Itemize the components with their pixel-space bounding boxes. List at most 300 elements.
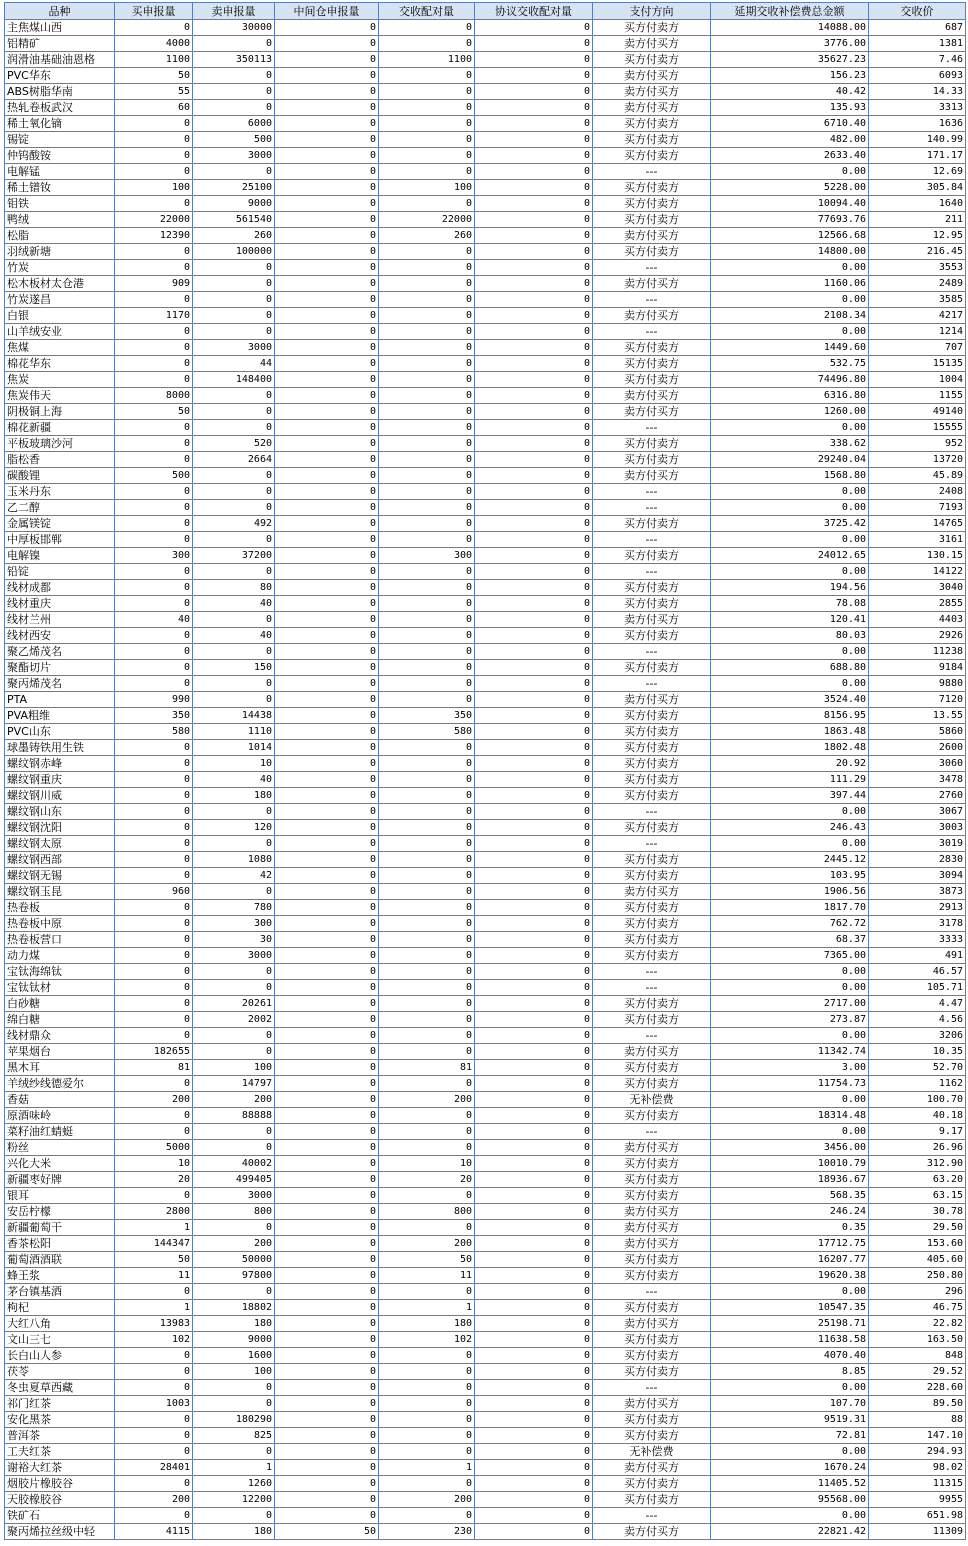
cell-matched-qty: 0 <box>379 580 475 596</box>
cell-compensation: 111.29 <box>711 772 869 788</box>
cell-variety: 祁门红茶 <box>5 1396 115 1412</box>
cell-sell-qty: 180 <box>193 1316 275 1332</box>
cell-matched-qty: 0 <box>379 1284 475 1300</box>
cell-price: 3060 <box>869 756 966 772</box>
cell-middle-qty: 0 <box>275 1204 379 1220</box>
cell-middle-qty: 0 <box>275 260 379 276</box>
cell-price: 312.90 <box>869 1156 966 1172</box>
cell-price: 29.50 <box>869 1220 966 1236</box>
cell-pay-direction: 卖方付买方 <box>593 1460 711 1476</box>
table-row <box>5 1028 966 1044</box>
cell-matched-qty: 0 <box>379 324 475 340</box>
cell-agreement-qty: 0 <box>475 452 593 468</box>
table-row <box>5 788 966 804</box>
cell-sell-qty: 0 <box>193 164 275 180</box>
cell-variety: 螺纹钢无锡 <box>5 868 115 884</box>
cell-agreement-qty: 0 <box>475 340 593 356</box>
cell-pay-direction: 卖方付买方 <box>593 68 711 84</box>
cell-middle-qty: 0 <box>275 324 379 340</box>
cell-compensation: 10010.79 <box>711 1156 869 1172</box>
cell-buy-qty: 20 <box>115 1172 193 1188</box>
cell-middle-qty: 0 <box>275 452 379 468</box>
cell-compensation: 0.00 <box>711 1380 869 1396</box>
cell-price: 26.96 <box>869 1140 966 1156</box>
cell-sell-qty: 12200 <box>193 1492 275 1508</box>
cell-price: 9955 <box>869 1492 966 1508</box>
table-row <box>5 932 966 948</box>
cell-variety: 聚乙烯茂名 <box>5 644 115 660</box>
cell-agreement-qty: 0 <box>475 164 593 180</box>
cell-pay-direction: 无补偿费 <box>593 1092 711 1108</box>
cell-sell-qty: 42 <box>193 868 275 884</box>
cell-variety: 铁矿石 <box>5 1508 115 1524</box>
cell-sell-qty: 3000 <box>193 340 275 356</box>
cell-pay-direction: 买方付卖方 <box>593 1332 711 1348</box>
cell-agreement-qty: 0 <box>475 868 593 884</box>
cell-matched-qty: 0 <box>379 436 475 452</box>
cell-pay-direction: --- <box>593 564 711 580</box>
cell-agreement-qty: 0 <box>475 1524 593 1540</box>
cell-buy-qty: 100 <box>115 180 193 196</box>
cell-compensation: 77693.76 <box>711 212 869 228</box>
cell-sell-qty: 40 <box>193 628 275 644</box>
table-row <box>5 1380 966 1396</box>
cell-pay-direction: 卖方付买方 <box>593 84 711 100</box>
table-row <box>5 1492 966 1508</box>
cell-matched-qty: 0 <box>379 660 475 676</box>
cell-buy-qty: 0 <box>115 292 193 308</box>
cell-variety: 金属镁锭 <box>5 516 115 532</box>
cell-middle-qty: 0 <box>275 84 379 100</box>
cell-matched-qty: 0 <box>379 452 475 468</box>
cell-matched-qty: 0 <box>379 1076 475 1092</box>
cell-buy-qty: 0 <box>115 516 193 532</box>
cell-buy-qty: 2800 <box>115 1204 193 1220</box>
cell-compensation: 2108.34 <box>711 308 869 324</box>
cell-variety: 稀土镨钕 <box>5 180 115 196</box>
cell-agreement-qty: 0 <box>475 244 593 260</box>
table-row <box>5 1140 966 1156</box>
cell-matched-qty: 200 <box>379 1492 475 1508</box>
cell-agreement-qty: 0 <box>475 1124 593 1140</box>
cell-compensation: 19620.38 <box>711 1268 869 1284</box>
cell-buy-qty: 0 <box>115 772 193 788</box>
cell-middle-qty: 0 <box>275 132 379 148</box>
cell-variety: 大红八角 <box>5 1316 115 1332</box>
table-row <box>5 20 966 36</box>
cell-pay-direction: 买方付卖方 <box>593 900 711 916</box>
cell-price: 46.75 <box>869 1300 966 1316</box>
cell-matched-qty: 81 <box>379 1060 475 1076</box>
cell-compensation: 3456.00 <box>711 1140 869 1156</box>
cell-buy-qty: 0 <box>115 1444 193 1460</box>
cell-sell-qty: 500 <box>193 132 275 148</box>
cell-price: 45.89 <box>869 468 966 484</box>
cell-middle-qty: 0 <box>275 724 379 740</box>
cell-matched-qty: 0 <box>379 756 475 772</box>
cell-pay-direction: --- <box>593 324 711 340</box>
cell-price: 2489 <box>869 276 966 292</box>
cell-sell-qty: 3000 <box>193 1188 275 1204</box>
cell-agreement-qty: 0 <box>475 52 593 68</box>
cell-buy-qty: 0 <box>115 996 193 1012</box>
cell-price: 7120 <box>869 692 966 708</box>
cell-matched-qty: 0 <box>379 916 475 932</box>
cell-sell-qty: 0 <box>193 308 275 324</box>
cell-pay-direction: --- <box>593 980 711 996</box>
cell-matched-qty: 0 <box>379 1428 475 1444</box>
cell-compensation: 397.44 <box>711 788 869 804</box>
cell-middle-qty: 0 <box>275 292 379 308</box>
cell-matched-qty: 0 <box>379 260 475 276</box>
cell-matched-qty: 350 <box>379 708 475 724</box>
cell-compensation: 0.00 <box>711 1092 869 1108</box>
cell-middle-qty: 0 <box>275 836 379 852</box>
cell-compensation: 2633.40 <box>711 148 869 164</box>
cell-matched-qty: 0 <box>379 788 475 804</box>
cell-pay-direction: 买方付卖方 <box>593 516 711 532</box>
cell-pay-direction: 卖方付买方 <box>593 1220 711 1236</box>
cell-sell-qty: 0 <box>193 500 275 516</box>
cell-compensation: 10094.40 <box>711 196 869 212</box>
cell-pay-direction: 卖方付买方 <box>593 884 711 900</box>
cell-price: 1381 <box>869 36 966 52</box>
cell-variety: 银耳 <box>5 1188 115 1204</box>
cell-middle-qty: 0 <box>275 772 379 788</box>
cell-variety: 玉米丹东 <box>5 484 115 500</box>
cell-pay-direction: 买方付卖方 <box>593 932 711 948</box>
cell-sell-qty: 800 <box>193 1204 275 1220</box>
cell-middle-qty: 0 <box>275 1492 379 1508</box>
cell-buy-qty: 0 <box>115 484 193 500</box>
cell-middle-qty: 0 <box>275 500 379 516</box>
cell-matched-qty: 260 <box>379 228 475 244</box>
cell-agreement-qty: 0 <box>475 1108 593 1124</box>
cell-compensation: 2717.00 <box>711 996 869 1012</box>
cell-agreement-qty: 0 <box>475 132 593 148</box>
cell-middle-qty: 0 <box>275 1220 379 1236</box>
cell-agreement-qty: 0 <box>475 292 593 308</box>
cell-price: 3313 <box>869 100 966 116</box>
table-row <box>5 100 966 116</box>
cell-buy-qty: 200 <box>115 1092 193 1108</box>
cell-middle-qty: 0 <box>275 708 379 724</box>
cell-sell-qty: 10 <box>193 756 275 772</box>
cell-compensation: 40.42 <box>711 84 869 100</box>
cell-middle-qty: 0 <box>275 436 379 452</box>
cell-pay-direction: 卖方付买方 <box>593 100 711 116</box>
cell-compensation: 135.93 <box>711 100 869 116</box>
cell-compensation: 1817.70 <box>711 900 869 916</box>
header-sell-qty: 卖申报量 <box>193 3 275 20</box>
cell-sell-qty: 44 <box>193 356 275 372</box>
cell-middle-qty: 0 <box>275 516 379 532</box>
cell-sell-qty: 1014 <box>193 740 275 756</box>
cell-matched-qty: 0 <box>379 1396 475 1412</box>
cell-price: 952 <box>869 436 966 452</box>
cell-matched-qty: 50 <box>379 1252 475 1268</box>
table-row <box>5 404 966 420</box>
cell-matched-qty: 0 <box>379 532 475 548</box>
cell-pay-direction: 买方付卖方 <box>593 116 711 132</box>
cell-pay-direction: --- <box>593 1124 711 1140</box>
cell-matched-qty: 0 <box>379 628 475 644</box>
cell-price: 140.99 <box>869 132 966 148</box>
cell-matched-qty: 580 <box>379 724 475 740</box>
cell-agreement-qty: 0 <box>475 212 593 228</box>
cell-middle-qty: 0 <box>275 916 379 932</box>
cell-pay-direction: 买方付卖方 <box>593 1428 711 1444</box>
cell-matched-qty: 230 <box>379 1524 475 1540</box>
cell-matched-qty: 0 <box>379 596 475 612</box>
cell-price: 3040 <box>869 580 966 596</box>
cell-variety: 苹果烟台 <box>5 1044 115 1060</box>
cell-variety: 电解镍 <box>5 548 115 564</box>
cell-middle-qty: 0 <box>275 564 379 580</box>
cell-compensation: 8156.95 <box>711 708 869 724</box>
cell-price: 687 <box>869 20 966 36</box>
cell-compensation: 0.00 <box>711 564 869 580</box>
cell-matched-qty: 0 <box>379 404 475 420</box>
table-body <box>5 20 966 1540</box>
cell-variety: 烟胶片橡胶谷 <box>5 1476 115 1492</box>
cell-agreement-qty: 0 <box>475 276 593 292</box>
cell-pay-direction: --- <box>593 164 711 180</box>
cell-matched-qty: 0 <box>379 132 475 148</box>
cell-agreement-qty: 0 <box>475 644 593 660</box>
cell-buy-qty: 1100 <box>115 52 193 68</box>
cell-variety: 螺纹钢西部 <box>5 852 115 868</box>
table-row <box>5 548 966 564</box>
cell-buy-qty: 50 <box>115 1252 193 1268</box>
cell-matched-qty: 1 <box>379 1300 475 1316</box>
table-row <box>5 1108 966 1124</box>
cell-variety: 焦炭伟天 <box>5 388 115 404</box>
cell-agreement-qty: 0 <box>475 724 593 740</box>
cell-buy-qty: 0 <box>115 900 193 916</box>
cell-sell-qty: 100000 <box>193 244 275 260</box>
cell-compensation: 22821.42 <box>711 1524 869 1540</box>
cell-pay-direction: 买方付卖方 <box>593 132 711 148</box>
cell-variety: 聚酯切片 <box>5 660 115 676</box>
cell-pay-direction: 卖方付买方 <box>593 468 711 484</box>
cell-pay-direction: 买方付卖方 <box>593 1300 711 1316</box>
cell-compensation: 0.00 <box>711 804 869 820</box>
cell-compensation: 10547.35 <box>711 1300 869 1316</box>
cell-matched-qty: 102 <box>379 1332 475 1348</box>
header-middle-qty: 中间仓申报量 <box>275 3 379 20</box>
cell-middle-qty: 0 <box>275 548 379 564</box>
cell-price: 14765 <box>869 516 966 532</box>
cell-agreement-qty: 0 <box>475 260 593 276</box>
cell-buy-qty: 0 <box>115 20 193 36</box>
cell-sell-qty: 0 <box>193 980 275 996</box>
cell-compensation: 16207.77 <box>711 1252 869 1268</box>
cell-sell-qty: 150 <box>193 660 275 676</box>
table-row <box>5 1476 966 1492</box>
cell-compensation: 2445.12 <box>711 852 869 868</box>
cell-middle-qty: 0 <box>275 628 379 644</box>
cell-price: 12.95 <box>869 228 966 244</box>
cell-buy-qty: 0 <box>115 340 193 356</box>
table-row <box>5 36 966 52</box>
cell-sell-qty: 0 <box>193 1044 275 1060</box>
cell-sell-qty: 100 <box>193 1364 275 1380</box>
cell-compensation: 0.00 <box>711 164 869 180</box>
cell-price: 707 <box>869 340 966 356</box>
cell-middle-qty: 0 <box>275 1460 379 1476</box>
cell-middle-qty: 0 <box>275 1316 379 1332</box>
cell-buy-qty: 0 <box>115 500 193 516</box>
cell-matched-qty: 100 <box>379 180 475 196</box>
table-row <box>5 756 966 772</box>
cell-buy-qty: 0 <box>115 644 193 660</box>
cell-sell-qty: 0 <box>193 1508 275 1524</box>
cell-variety: 碳酸锂 <box>5 468 115 484</box>
cell-compensation: 1449.60 <box>711 340 869 356</box>
cell-buy-qty: 182655 <box>115 1044 193 1060</box>
table-row <box>5 500 966 516</box>
cell-compensation: 35627.23 <box>711 52 869 68</box>
cell-agreement-qty: 0 <box>475 1412 593 1428</box>
cell-sell-qty: 0 <box>193 1444 275 1460</box>
cell-agreement-qty: 0 <box>475 1012 593 1028</box>
cell-variety: 铝精矿 <box>5 36 115 52</box>
cell-pay-direction: 买方付卖方 <box>593 868 711 884</box>
cell-price: 405.60 <box>869 1252 966 1268</box>
cell-buy-qty: 0 <box>115 436 193 452</box>
cell-variety: 宝钛海绵钛 <box>5 964 115 980</box>
cell-buy-qty: 0 <box>115 1348 193 1364</box>
cell-sell-qty: 0 <box>193 260 275 276</box>
cell-sell-qty: 0 <box>193 1396 275 1412</box>
cell-price: 3094 <box>869 868 966 884</box>
cell-middle-qty: 0 <box>275 1268 379 1284</box>
cell-agreement-qty: 0 <box>475 612 593 628</box>
cell-middle-qty: 0 <box>275 244 379 260</box>
table-row <box>5 836 966 852</box>
cell-matched-qty: 0 <box>379 1028 475 1044</box>
table-row <box>5 1364 966 1380</box>
cell-pay-direction: 买方付卖方 <box>593 52 711 68</box>
cell-buy-qty: 1 <box>115 1220 193 1236</box>
cell-sell-qty: 1080 <box>193 852 275 868</box>
cell-sell-qty: 0 <box>193 276 275 292</box>
cell-matched-qty: 0 <box>379 1124 475 1140</box>
cell-compensation: 1906.56 <box>711 884 869 900</box>
cell-sell-qty: 0 <box>193 324 275 340</box>
cell-price: 4217 <box>869 308 966 324</box>
cell-sell-qty: 0 <box>193 100 275 116</box>
cell-buy-qty: 22000 <box>115 212 193 228</box>
cell-price: 40.18 <box>869 1108 966 1124</box>
cell-pay-direction: 买方付卖方 <box>593 1268 711 1284</box>
cell-agreement-qty: 0 <box>475 1060 593 1076</box>
table-row <box>5 1300 966 1316</box>
cell-sell-qty: 0 <box>193 1028 275 1044</box>
cell-variety: 粉丝 <box>5 1140 115 1156</box>
table-row <box>5 340 966 356</box>
cell-variety: 香菇 <box>5 1092 115 1108</box>
cell-buy-qty: 0 <box>115 836 193 852</box>
table-row <box>5 612 966 628</box>
cell-agreement-qty: 0 <box>475 580 593 596</box>
cell-middle-qty: 0 <box>275 1028 379 1044</box>
cell-agreement-qty: 0 <box>475 484 593 500</box>
cell-middle-qty: 0 <box>275 1396 379 1412</box>
cell-buy-qty: 1 <box>115 1300 193 1316</box>
cell-pay-direction: 买方付卖方 <box>593 548 711 564</box>
cell-agreement-qty: 0 <box>475 532 593 548</box>
cell-variety: 菜籽油红蜻蜓 <box>5 1124 115 1140</box>
table-row <box>5 820 966 836</box>
cell-pay-direction: 买方付卖方 <box>593 628 711 644</box>
cell-variety: 宝钛钛材 <box>5 980 115 996</box>
cell-buy-qty: 0 <box>115 868 193 884</box>
cell-variety: 枸杞 <box>5 1300 115 1316</box>
cell-price: 294.93 <box>869 1444 966 1460</box>
cell-middle-qty: 0 <box>275 1076 379 1092</box>
cell-pay-direction: 买方付卖方 <box>593 820 711 836</box>
cell-buy-qty: 300 <box>115 548 193 564</box>
cell-compensation: 194.56 <box>711 580 869 596</box>
cell-buy-qty: 0 <box>115 564 193 580</box>
table-row <box>5 708 966 724</box>
cell-sell-qty: 780 <box>193 900 275 916</box>
cell-variety: 新疆枣好牌 <box>5 1172 115 1188</box>
cell-agreement-qty: 0 <box>475 1204 593 1220</box>
cell-agreement-qty: 0 <box>475 1460 593 1476</box>
cell-buy-qty: 0 <box>115 148 193 164</box>
cell-pay-direction: 买方付卖方 <box>593 244 711 260</box>
cell-compensation: 0.00 <box>711 964 869 980</box>
table-row <box>5 1044 966 1060</box>
header-matched-qty: 交收配对量 <box>379 3 475 20</box>
cell-middle-qty: 0 <box>275 996 379 1012</box>
cell-agreement-qty: 0 <box>475 1268 593 1284</box>
cell-variety: 竹炭 <box>5 260 115 276</box>
table-row <box>5 484 966 500</box>
cell-middle-qty: 0 <box>275 1444 379 1460</box>
cell-compensation: 12566.68 <box>711 228 869 244</box>
cell-variety: 白砂糖 <box>5 996 115 1012</box>
cell-pay-direction: --- <box>593 500 711 516</box>
cell-agreement-qty: 0 <box>475 1172 593 1188</box>
cell-middle-qty: 0 <box>275 644 379 660</box>
cell-buy-qty: 0 <box>115 788 193 804</box>
cell-sell-qty: 3000 <box>193 948 275 964</box>
cell-sell-qty: 825 <box>193 1428 275 1444</box>
cell-agreement-qty: 0 <box>475 980 593 996</box>
cell-pay-direction: --- <box>593 676 711 692</box>
cell-buy-qty: 0 <box>115 420 193 436</box>
cell-price: 9184 <box>869 660 966 676</box>
cell-compensation: 273.87 <box>711 1012 869 1028</box>
cell-sell-qty: 200 <box>193 1092 275 1108</box>
header-agreement-qty: 协议交收配对量 <box>475 3 593 20</box>
cell-variety: 天胶橡胶谷 <box>5 1492 115 1508</box>
cell-middle-qty: 0 <box>275 692 379 708</box>
cell-agreement-qty: 0 <box>475 756 593 772</box>
cell-variety: 松木板材太仓港 <box>5 276 115 292</box>
cell-pay-direction: 卖方付买方 <box>593 36 711 52</box>
cell-pay-direction: 买方付卖方 <box>593 1188 711 1204</box>
cell-agreement-qty: 0 <box>475 692 593 708</box>
cell-compensation: 14800.00 <box>711 244 869 260</box>
cell-price: 3478 <box>869 772 966 788</box>
table-row <box>5 532 966 548</box>
cell-sell-qty: 40 <box>193 596 275 612</box>
